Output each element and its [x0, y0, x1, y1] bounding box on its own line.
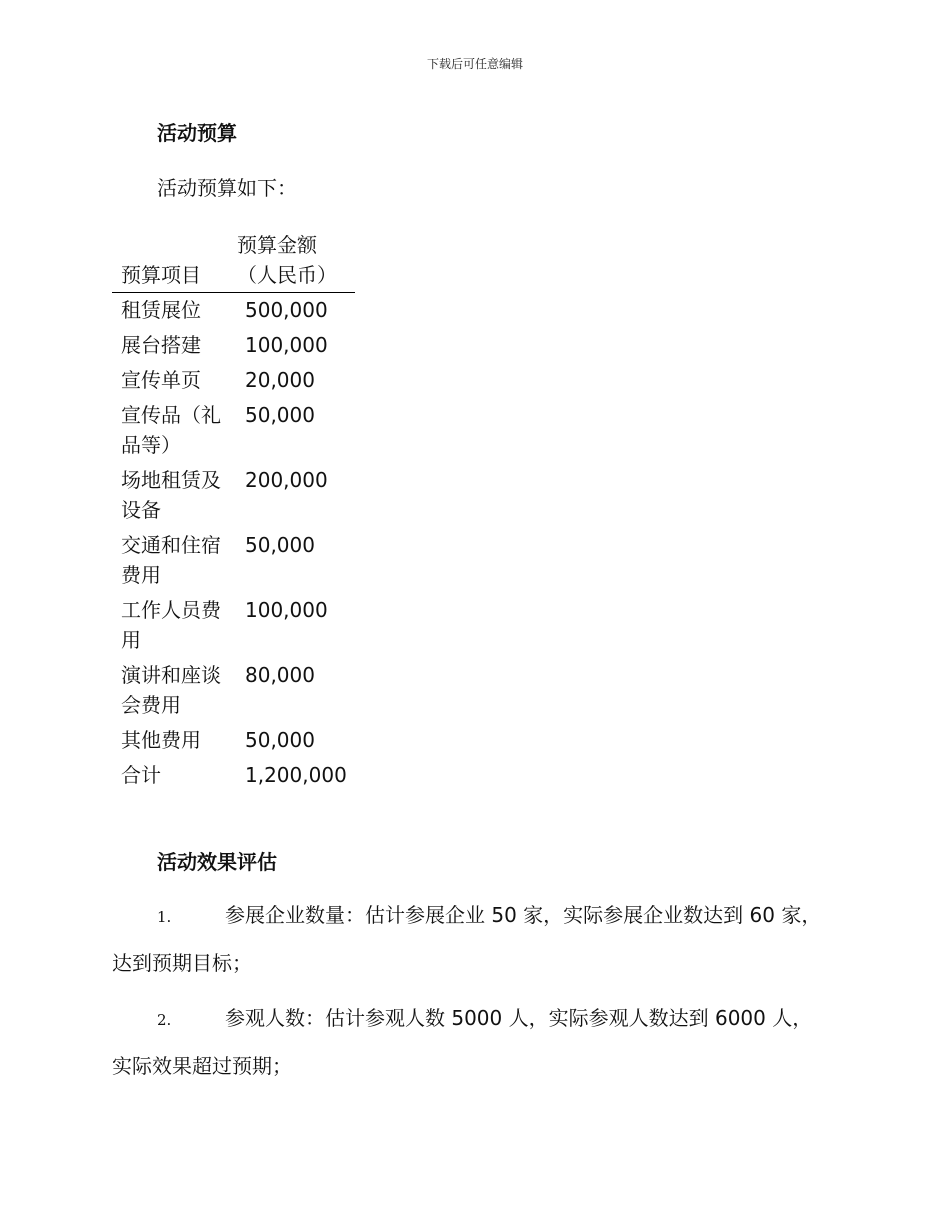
evaluation-section-title: 活动效果评估 [157, 850, 277, 874]
evaluation-item [112, 892, 832, 986]
table-row-total [112, 758, 355, 793]
row-item: 租赁展位 [121, 298, 201, 322]
header-note: 下载后可任意编辑 [426, 57, 523, 71]
row-item: 展台搭建 [121, 333, 201, 357]
row-item: 宣传单页 [121, 368, 201, 392]
row-amount: 50,000 [245, 728, 315, 752]
header-item: 预算项目 [112, 230, 227, 293]
evaluation-item-number: 2. [157, 1011, 172, 1029]
row-item: 宣传品（礼品等） [121, 403, 221, 457]
evaluation-item-text: 参观人数：估计参观人数 5000 人，实际参观人数达到 6000 人，实际效果超过预期； [112, 1006, 813, 1078]
row-item: 合计 [121, 763, 161, 787]
table-row [112, 463, 355, 528]
budget-table-header-row [112, 230, 355, 293]
header-amount: 预算金额（人民币） [227, 230, 355, 293]
row-item: 场地租赁及设备 [121, 468, 221, 522]
table-row [112, 328, 355, 363]
row-amount: 200,000 [245, 468, 328, 492]
table-row [112, 658, 355, 723]
table-row [112, 528, 355, 593]
evaluation-item-text: 参展企业数量：估计参展企业 50 家，实际参展企业数达到 60 家，达到预期目标； [112, 903, 822, 975]
row-amount: 50,000 [245, 403, 315, 427]
row-item: 工作人员费用 [121, 598, 221, 652]
table-row [112, 723, 355, 758]
row-amount: 100,000 [245, 598, 328, 622]
budget-intro: 活动预算如下： [157, 176, 297, 200]
row-amount: 80,000 [245, 663, 315, 687]
table-row [112, 398, 355, 463]
row-amount: 500,000 [245, 298, 328, 322]
table-row [112, 293, 355, 329]
row-item: 其他费用 [121, 728, 201, 752]
row-item: 交通和住宿费用 [121, 533, 221, 587]
row-amount: 1,200,000 [245, 763, 347, 787]
budget-table [112, 230, 355, 793]
table-row [112, 363, 355, 398]
budget-section-title: 活动预算 [157, 121, 237, 145]
evaluation-item-number: 1. [157, 908, 172, 926]
table-row [112, 593, 355, 658]
row-amount: 20,000 [245, 368, 315, 392]
row-amount: 50,000 [245, 533, 315, 557]
row-item: 演讲和座谈会费用 [121, 663, 221, 717]
row-amount: 100,000 [245, 333, 328, 357]
evaluation-item [112, 995, 832, 1089]
